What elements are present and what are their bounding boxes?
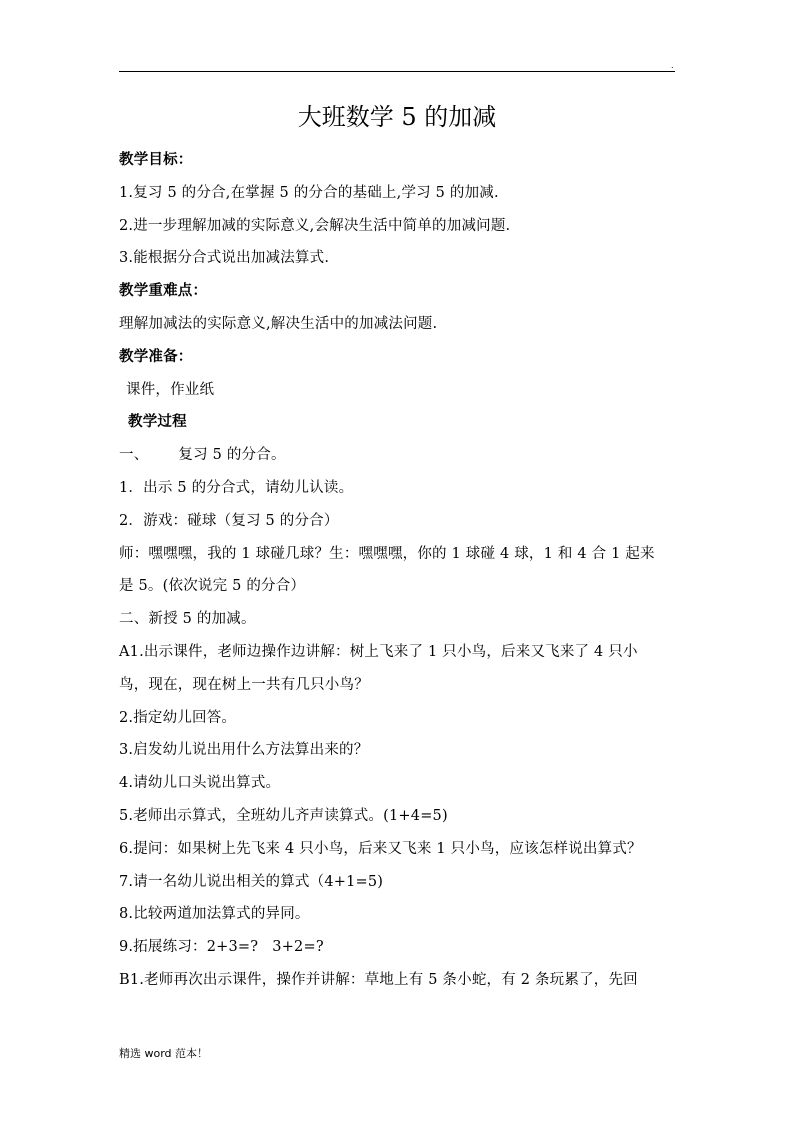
section1-heading bbox=[119, 439, 679, 472]
section2-item-5: 4.请幼儿口头说出算式。 bbox=[119, 775, 281, 792]
section2-item-2: 鸟，现在，现在树上一共有几只小鸟？ bbox=[119, 676, 369, 693]
footer-text: 精选 word 范本！ bbox=[119, 1047, 209, 1060]
section2-item-8: 7.请一名幼儿说出相关的算式（4+1=5) bbox=[119, 873, 384, 890]
section1-item-2: 2．游戏：碰球（复习 5 的分合） bbox=[119, 512, 339, 529]
section1-item-1: 1．出示 5 的分合式，请幼儿认读。 bbox=[119, 479, 354, 496]
exercise-label: 9.拓展练习：2+3=? bbox=[119, 939, 259, 956]
document-title: 大班数学 5 的加减 bbox=[297, 103, 497, 131]
goals-heading: 教学目标： bbox=[119, 152, 193, 168]
section2-exercise bbox=[119, 931, 679, 964]
section2-heading: 二、新授 5 的加减。 bbox=[119, 611, 256, 628]
section2-item-9: 8.比较两道加法算式的异同。 bbox=[119, 906, 310, 923]
preparation-text: 课件，作业纸 bbox=[126, 381, 215, 398]
section2-item-6: 5.老师出示算式，全班幼儿齐声读算式。(1+4=5) bbox=[119, 807, 448, 824]
section1-item-3: 师：嘿嘿嘿，我的 1 球碰几球？生：嘿嘿嘿，你的 1 球碰 4 球，1 和 4 合 1 起来 bbox=[119, 545, 655, 562]
section2-item-1: A1.出示课件，老师边操作边讲解：树上飞来了 1 只小鸟，后来又飞来了 4 只小 bbox=[119, 643, 638, 660]
goal-item-3: 3.能根据分合式说出加减法算式. bbox=[119, 250, 330, 267]
section2-item-4: 3.启发幼儿说出用什么方法算出来的？ bbox=[119, 742, 369, 759]
preparation-heading: 教学准备： bbox=[119, 348, 193, 365]
goal-item-2: 2.进一步理解加减的实际意义,会解决生活中简单的加减问题. bbox=[119, 217, 511, 234]
process-heading: 教学过程 bbox=[128, 414, 187, 431]
header-rule bbox=[119, 71, 675, 72]
difficulty-heading: 教学重难点： bbox=[119, 283, 208, 300]
difficulty-text: 理解加减法的实际意义,解决生活中的加减法问题. bbox=[119, 315, 438, 332]
section2-item-7: 6.提问：如果树上先飞来 4 只小鸟，后来又飞来 1 只小鸟，应该怎样说出算式？ bbox=[119, 840, 642, 857]
section1-number: 一、 bbox=[119, 447, 149, 464]
section1-item-4: 是 5。(依次说完 5 的分合） bbox=[119, 578, 306, 595]
section2-item-3: 2.指定幼儿回答。 bbox=[119, 709, 237, 726]
document-body bbox=[119, 144, 679, 997]
section1-title: 复习 5 的分合。 bbox=[178, 447, 286, 464]
exercise-second: 3+2=? bbox=[272, 939, 324, 956]
section2-b-item: B1.老师再次出示课件，操作并讲解：草地上有 5 条小蛇，有 2 条玩累了，先回 bbox=[119, 971, 638, 988]
goal-item-1: 1.复习 5 的分合,在掌握 5 的分合的基础上,学习 5 的加减. bbox=[119, 184, 499, 201]
header-mark: . bbox=[671, 61, 674, 70]
